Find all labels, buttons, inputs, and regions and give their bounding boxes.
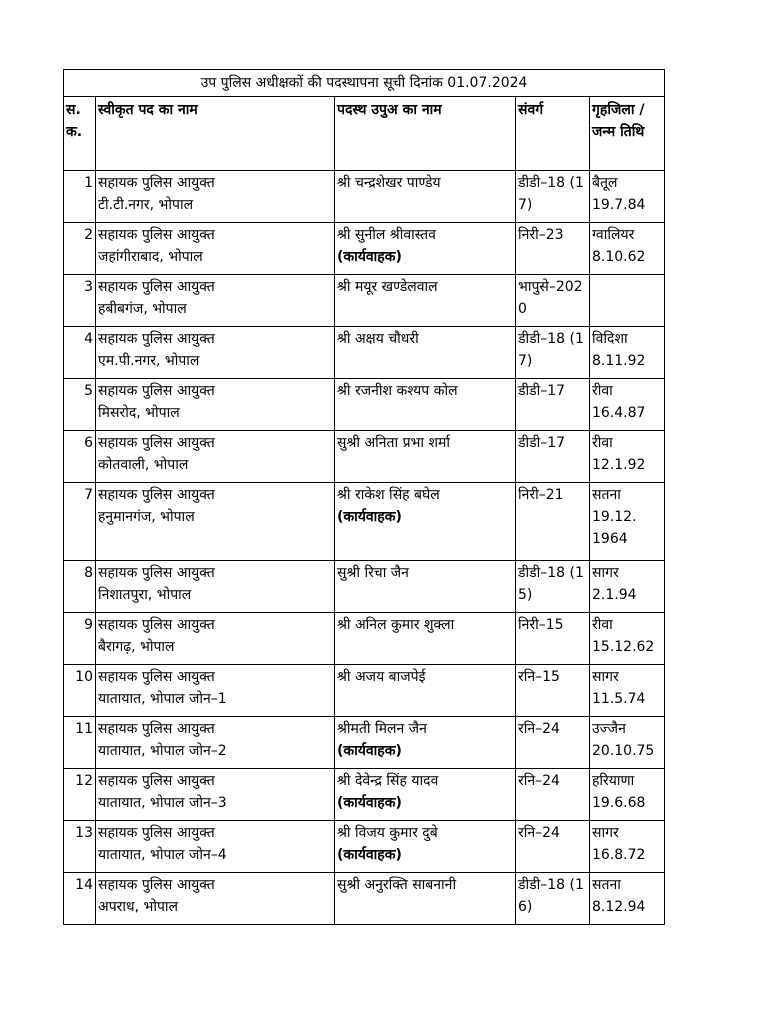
table-body [64, 171, 665, 925]
date-of-birth: 11.5.74 [592, 691, 646, 707]
row-serial-number: 8 [64, 561, 96, 613]
post-location: यातायात, भोपाल जोन–3 [98, 795, 227, 811]
table-row [64, 327, 665, 379]
post-designation: सहायक पुलिस आयुक्त [98, 565, 215, 581]
row-officer [335, 379, 516, 431]
table-row [64, 431, 665, 483]
officer-name: श्रीमती मिलन जैन [337, 721, 427, 737]
officer-name: श्री रजनीश कश्यप कोल [337, 383, 458, 399]
officer-acting-note: (कार्यवाहक) [337, 509, 402, 525]
date-of-birth: 15.12.62 [592, 639, 655, 655]
row-serial-number: 2 [64, 223, 96, 275]
row-serial-number: 7 [64, 483, 96, 561]
officer-name: श्री सुनील श्रीवास्तव [337, 227, 436, 243]
post-designation: सहायक पुलिस आयुक्त [98, 227, 215, 243]
row-cadre: रनि–24 [516, 821, 590, 873]
row-post-name [96, 379, 335, 431]
row-officer [335, 665, 516, 717]
row-serial-number: 11 [64, 717, 96, 769]
table-row [64, 873, 665, 925]
table-row [64, 821, 665, 873]
post-location: टी.टी.नगर, भोपाल [98, 197, 194, 213]
post-location: यातायात, भोपाल जोन–1 [98, 691, 227, 707]
row-cadre: निरी–21 [516, 483, 590, 561]
home-district: हरियाणा [592, 773, 635, 789]
post-designation: सहायक पुलिस आयुक्त [98, 435, 215, 451]
header-serial: स. क. [64, 97, 96, 171]
officer-name: सुश्री अनिता प्रभा शर्मा [337, 435, 451, 451]
date-of-birth: 8.12.94 [592, 899, 646, 915]
row-serial-number: 6 [64, 431, 96, 483]
date-of-birth: 16.4.87 [592, 405, 646, 421]
row-cadre: निरी–15 [516, 613, 590, 665]
header-cadre: संवर्ग [516, 97, 590, 171]
post-designation: सहायक पुलिस आयुक्त [98, 279, 215, 295]
header-officer: पदस्थ उपुअ का नाम [335, 97, 516, 171]
row-post-name [96, 561, 335, 613]
officer-name: श्री अनिल कुमार शुक्ला [337, 617, 455, 633]
post-location: बैरागढ़, भोपाल [98, 639, 175, 655]
row-serial-number: 1 [64, 171, 96, 223]
post-designation: सहायक पुलिस आयुक्त [98, 487, 215, 503]
row-post-name [96, 821, 335, 873]
row-serial-number: 12 [64, 769, 96, 821]
row-officer [335, 483, 516, 561]
posting-list-table [63, 69, 665, 925]
row-cadre: भापुसे–2020 [516, 275, 590, 327]
officer-name: श्री विजय कुमार दुबे [337, 825, 438, 841]
row-home-district-dob [590, 613, 665, 665]
officer-acting-note: (कार्यवाहक) [337, 743, 402, 759]
officer-acting-note: (कार्यवाहक) [337, 795, 402, 811]
row-officer [335, 873, 516, 925]
home-district: विदिशा [592, 331, 628, 347]
row-post-name [96, 483, 335, 561]
row-home-district-dob [590, 561, 665, 613]
row-officer [335, 327, 516, 379]
officer-name: श्री अक्षय चौधरी [337, 331, 419, 347]
table-row [64, 717, 665, 769]
row-cadre: डीडी–18 (16) [516, 873, 590, 925]
row-post-name [96, 171, 335, 223]
row-serial-number: 5 [64, 379, 96, 431]
post-designation: सहायक पुलिस आयुक्त [98, 669, 215, 685]
row-post-name [96, 275, 335, 327]
date-of-birth: 19.6.68 [592, 795, 646, 811]
post-location: मिसरोद, भोपाल [98, 405, 180, 421]
post-designation: सहायक पुलिस आयुक्त [98, 331, 215, 347]
officer-name: श्री देवेन्द्र सिंह यादव [337, 773, 439, 789]
post-designation: सहायक पुलिस आयुक्त [98, 617, 215, 633]
row-officer [335, 223, 516, 275]
date-of-birth: 16.8.72 [592, 847, 646, 863]
home-district: रीवा [592, 435, 613, 451]
row-home-district-dob [590, 873, 665, 925]
row-home-district-dob [590, 171, 665, 223]
home-district: सागर [592, 565, 619, 581]
table-row [64, 769, 665, 821]
row-post-name [96, 613, 335, 665]
row-home-district-dob [590, 665, 665, 717]
header-home-district-dob: गृहजिला / जन्म तिथि [590, 97, 665, 171]
officer-name: सुश्री रिचा जैन [337, 565, 409, 581]
row-post-name [96, 717, 335, 769]
post-designation: सहायक पुलिस आयुक्त [98, 825, 215, 841]
date-of-birth: 8.11.92 [592, 353, 646, 369]
table-row [64, 171, 665, 223]
row-home-district-dob [590, 483, 665, 561]
table-row [64, 483, 665, 561]
row-cadre: रनि–15 [516, 665, 590, 717]
row-home-district-dob [590, 431, 665, 483]
row-cadre: रनि–24 [516, 769, 590, 821]
table-row [64, 223, 665, 275]
row-post-name [96, 873, 335, 925]
row-post-name [96, 431, 335, 483]
date-of-birth: 19.12. 1964 [592, 509, 637, 547]
post-location: कोतवाली, भोपाल [98, 457, 189, 473]
home-district: सतना [592, 487, 621, 503]
post-designation: सहायक पुलिस आयुक्त [98, 773, 215, 789]
row-cadre: डीडी–18 (17) [516, 171, 590, 223]
row-post-name [96, 665, 335, 717]
officer-name: श्री अजय बाजपेई [337, 669, 426, 685]
post-location: एम.पी.नगर, भोपाल [98, 353, 200, 369]
row-home-district-dob [590, 821, 665, 873]
row-cadre: डीडी–18 (15) [516, 561, 590, 613]
row-home-district-dob [590, 327, 665, 379]
row-serial-number: 13 [64, 821, 96, 873]
row-post-name [96, 327, 335, 379]
document-title: उप पुलिस अधीक्षकों की पदस्थापना सूची दिनांक 01.07.2024 [64, 70, 665, 97]
home-district: उज्जैन [592, 721, 626, 737]
row-officer [335, 171, 516, 223]
date-of-birth: 12.1.92 [592, 457, 646, 473]
row-cadre: निरी–23 [516, 223, 590, 275]
row-cadre: डीडी–18 (17) [516, 327, 590, 379]
home-district: ग्वालियर [592, 227, 635, 243]
post-location: अपराध, भोपाल [98, 899, 179, 915]
date-of-birth: 2.1.94 [592, 587, 637, 603]
table-row [64, 275, 665, 327]
home-district: रीवा [592, 617, 613, 633]
row-officer [335, 717, 516, 769]
row-cadre: डीडी–17 [516, 379, 590, 431]
post-location: हबीबगंज, भोपाल [98, 301, 187, 317]
row-home-district-dob [590, 769, 665, 821]
home-district: रीवा [592, 383, 613, 399]
table-row [64, 561, 665, 613]
row-home-district-dob [590, 275, 665, 327]
row-serial-number: 4 [64, 327, 96, 379]
header-post: स्वीकृत पद का नाम [96, 97, 335, 171]
home-district: सागर [592, 669, 619, 685]
post-designation: सहायक पुलिस आयुक्त [98, 175, 215, 191]
table-row [64, 613, 665, 665]
row-serial-number: 9 [64, 613, 96, 665]
post-designation: सहायक पुलिस आयुक्त [98, 721, 215, 737]
row-home-district-dob [590, 379, 665, 431]
post-designation: सहायक पुलिस आयुक्त [98, 877, 215, 893]
post-location: यातायात, भोपाल जोन–2 [98, 743, 227, 759]
row-officer [335, 561, 516, 613]
post-location: हनुमानगंज, भोपाल [98, 509, 195, 525]
post-designation: सहायक पुलिस आयुक्त [98, 383, 215, 399]
row-cadre: रनि–24 [516, 717, 590, 769]
row-officer [335, 431, 516, 483]
row-officer [335, 821, 516, 873]
post-location: निशातपुरा, भोपाल [98, 587, 192, 603]
row-home-district-dob [590, 717, 665, 769]
date-of-birth: 20.10.75 [592, 743, 655, 759]
officer-name: सुश्री अनुरक्ति साबनानी [337, 877, 457, 893]
table-row [64, 665, 665, 717]
row-post-name [96, 769, 335, 821]
officer-acting-note: (कार्यवाहक) [337, 847, 402, 863]
row-serial-number: 10 [64, 665, 96, 717]
home-district: सतना [592, 877, 621, 893]
home-district: बैतूल [592, 175, 618, 191]
officer-name: श्री चन्द्रशेखर पाण्डेय [337, 175, 441, 191]
officer-name: श्री राकेश सिंह बघेल [337, 487, 440, 503]
row-officer [335, 613, 516, 665]
row-officer [335, 769, 516, 821]
row-home-district-dob [590, 223, 665, 275]
post-location: यातायात, भोपाल जोन–4 [98, 847, 227, 863]
row-post-name [96, 223, 335, 275]
home-district: सागर [592, 825, 619, 841]
date-of-birth: 8.10.62 [592, 249, 646, 265]
row-officer [335, 275, 516, 327]
date-of-birth: 19.7.84 [592, 197, 646, 213]
table-row [64, 379, 665, 431]
row-serial-number: 3 [64, 275, 96, 327]
row-cadre: डीडी–17 [516, 431, 590, 483]
row-serial-number: 14 [64, 873, 96, 925]
post-location: जहांगीराबाद, भोपाल [98, 249, 203, 265]
officer-acting-note: (कार्यवाहक) [337, 249, 402, 265]
officer-name: श्री मयूर खण्डेलवाल [337, 279, 438, 295]
